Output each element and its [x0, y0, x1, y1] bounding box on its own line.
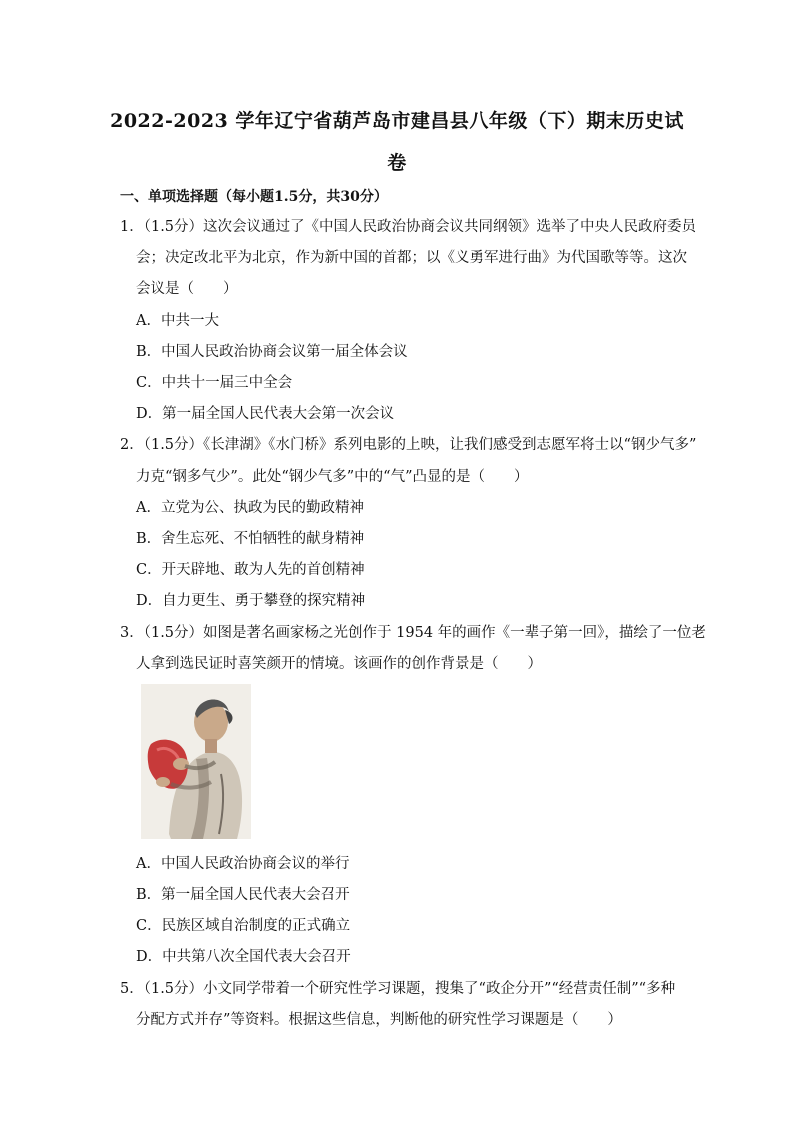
question-1-line-1: 1．（1.5分）这次会议通过了《中国人民政治协商会议共同纲领》选举了中央人民政府委员	[120, 219, 697, 235]
question-2-option-a: A．立党为公、执政为民的勤政精神	[136, 500, 364, 516]
question-1-option-b: B．中国人民政治协商会议第一届全体会议	[136, 344, 408, 360]
question-5-line-1: 5．（1.5分）小文同学带着一个研究性学习课题，搜集了“政企分开”“经营责任制”“多种	[120, 981, 676, 997]
question-1-option-a: A．中共一大	[136, 313, 219, 329]
question-3-option-b: B．第一届全国人民代表大会召开	[136, 887, 350, 903]
question-2-line-1: 2．（1.5分）《长津湖》《水门桥》系列电影的上映，让我们感受到志愿军将士以“钢少气多”	[120, 437, 697, 453]
question-3-option-d: D．中共第八次全国代表大会召开	[136, 949, 351, 965]
document-title-line2: 卷	[387, 152, 407, 174]
question-1-line-2: 会；决定改北平为北京，作为新中国的首都；以《义勇军进行曲》为代国歌等等。这次	[136, 250, 687, 266]
document-title-line1: 2022-2023 学年辽宁省葫芦岛市建昌县八年级（下）期末历史试	[110, 110, 684, 132]
question-3-option-a: A．中国人民政治协商会议的举行	[136, 856, 350, 872]
question-2-option-b: B．舍生忘死、不怕牺牲的献身精神	[136, 531, 365, 547]
question-1-option-d: D．第一届全国人民代表大会第一次会议	[136, 406, 395, 422]
question-2-line-2: 力克“钢多气少”。此处“钢少气多”中的“气”凸显的是（ ）	[136, 469, 529, 485]
question-3-line-2: 人拿到选民证时喜笑颜开的情境。该画作的创作背景是（ ）	[136, 656, 542, 672]
question-1-option-c: C．中共十一届三中全会	[136, 375, 293, 391]
question-3-line-1: 3．（1.5分）如图是著名画家杨之光创作于 1954 年的画作《一辈子第一回》，描绘了一位老	[120, 625, 706, 641]
question-2-option-c: C．开天辟地、敢为人先的首创精神	[136, 562, 365, 578]
question-2-option-d: D．自力更生、勇于攀登的探究精神	[136, 593, 366, 609]
section-heading: 一、单项选择题（每小题1.5分，共30分）	[120, 189, 388, 205]
question-1-line-3: 会议是（ ）	[136, 281, 238, 297]
question-3-option-c: C．民族区域自治制度的正式确立	[136, 918, 351, 934]
painting-illustration	[141, 684, 251, 839]
question-5-line-2: 分配方式并存”等资料。根据这些信息，判断他的研究性学习课题是（ ）	[136, 1012, 622, 1028]
